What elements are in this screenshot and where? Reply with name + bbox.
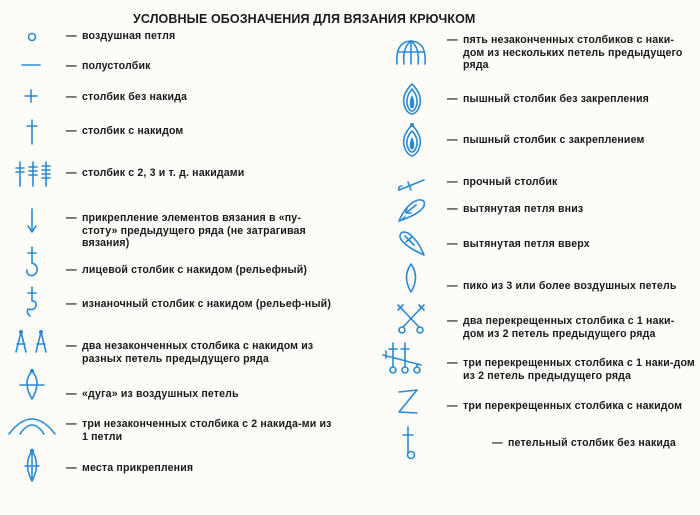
legend-item-front-post: — лицевой столбик с накидом (рельефный) — [66, 264, 356, 277]
legend-item-five-unfinished: — пять незаконченных столбиков с наки-дом из нескольких петель предыдущего ряда — [447, 34, 695, 72]
legend-label: петельный столбик без накида — [508, 437, 676, 449]
loop-stitch-icon — [400, 425, 418, 461]
five-unfinished-stitches-icon — [394, 38, 428, 66]
legend-item-two-unfinished: — два незаконченных столбика с накидом из разных петель предыдущего ряда — [66, 340, 331, 365]
legend-label: столбик без накида — [82, 91, 188, 103]
legend-item-puff-secured: — пышный столбик с закреплением — [447, 134, 695, 147]
legend-label: вытянутая петля вниз — [463, 203, 584, 215]
strong-stitch-icon — [396, 176, 426, 194]
legend-item-attach-to-space: — прикрепление элементов вязания в «пу-стоту» предыдущего ряда (не затрагивая вязания) — [66, 212, 331, 250]
legend-label: изнаночный столбик с накидом (рельеф-ный) — [82, 298, 331, 310]
slip-stitch-dash-icon — [18, 60, 44, 70]
arch-chain-icon — [16, 368, 48, 402]
legend-item-two-crossed: — два перекрещенных столбика с 1 наки-дом из 2 петель предыдущего ряда — [447, 315, 695, 340]
legend-label: три перекрещенных столбика с накидом — [463, 400, 683, 412]
legend-item-puff-unsecured: — пышный столбик без закрепления — [447, 93, 695, 106]
elongated-loop-up-icon — [396, 228, 428, 258]
legend-label: столбик с 2, 3 и т. д. накидами — [82, 167, 245, 179]
legend-item-z-crossed: — три перекрещенных столбика с накидом — [447, 400, 695, 413]
multi-yarnover-stitches-icon — [14, 160, 54, 188]
legend-item-strong-stitch: — прочный столбик — [447, 176, 695, 189]
attachment-point-icon — [20, 447, 44, 485]
legend-label: два перекрещенных столбика с 1 наки-дом из 2 петель предыдущего ряда — [463, 315, 675, 340]
legend-label: пышный столбик без закрепления — [463, 93, 650, 105]
legend-item-multi-yarnover: — столбик с 2, 3 и т. д. накидами — [66, 167, 346, 180]
legend-label: столбик с накидом — [82, 125, 184, 137]
legend-label: места прикрепления — [82, 462, 194, 474]
legend-label: пышный столбик с закреплением — [463, 134, 645, 146]
chain-stitch-circle-icon — [24, 30, 40, 44]
three-crossed-stitches-icon — [381, 341, 427, 375]
double-arc-icon — [6, 410, 58, 436]
legend-label: воздушная петля — [82, 30, 176, 42]
z-crossed-stitch-icon — [394, 388, 422, 416]
legend-item-loop-stitch: — петельный столбик без накида — [492, 437, 697, 450]
down-arrow-icon — [24, 207, 40, 235]
picot-icon — [402, 262, 420, 294]
legend-label: вытянутая петля вверх — [463, 238, 590, 250]
legend-item-loop-up: — вытянутая петля вверх — [447, 238, 695, 251]
puff-stitch-unsecured-icon — [400, 82, 424, 116]
legend-label: два незаконченных столбика с накидом из разных петель предыдущего ряда — [82, 340, 314, 365]
front-post-stitch-icon — [22, 245, 42, 279]
legend-label: полустолбик — [82, 60, 151, 72]
single-crochet-plus-icon — [23, 88, 39, 104]
legend-item-three-crossed: — три перекрещенных столбика с 1 наки-дом из 2 петель предыдущего ряда — [447, 357, 695, 382]
legend-item-three-unfinished: — три незаконченных столбика с 2 накида-ми из 1 петли — [66, 418, 334, 443]
two-crossed-stitches-icon — [396, 303, 426, 335]
legend-item-double-crochet: — столбик с накидом — [66, 125, 346, 138]
two-unfinished-stitches-icon — [12, 328, 52, 356]
legend-item-attachment-points: — места прикрепления — [66, 462, 346, 475]
legend-item-chain-stitch: — воздушная петля — [66, 30, 346, 43]
legend-item-back-post: — изнаночный столбик с накидом (рельеф-ный) — [66, 298, 341, 311]
legend-item-arch: — «дуга» из воздушных петель — [66, 388, 346, 401]
legend-label: три незаконченных столбика с 2 накида-ми из 1 петли — [82, 418, 332, 443]
double-crochet-icon — [24, 118, 40, 146]
page-title: УСЛОВНЫЕ ОБОЗНАЧЕНИЯ ДЛЯ ВЯЗАНИЯ КРЮЧКОМ — [133, 12, 476, 26]
legend-label: прикрепление элементов вязания в «пу-стоту» предыдущего ряда (не затрагивая вязания) — [82, 212, 306, 249]
legend-label: «дуга» из воздушных петель — [82, 388, 239, 400]
legend-label: пять незаконченных столбиков с наки-дом из нескольких петель предыдущего ряда — [463, 34, 683, 71]
legend-item-slip-stitch: — полустолбик — [66, 60, 346, 73]
legend-item-loop-down: — вытянутая петля вниз — [447, 203, 695, 216]
legend-label: пико из 3 или более воздушных петель — [463, 280, 677, 292]
elongated-loop-down-icon — [396, 196, 428, 224]
legend-label: прочный столбик — [463, 176, 558, 188]
puff-stitch-secured-icon — [400, 122, 424, 158]
legend-label: лицевой столбик с накидом (рельефный) — [82, 264, 308, 276]
legend-label: три перекрещенных столбика с 1 наки-дом из 2 петель предыдущего ряда — [463, 357, 695, 382]
back-post-stitch-icon — [22, 285, 42, 319]
legend-item-single-crochet: — столбик без накида — [66, 91, 346, 104]
legend-item-picot: — пико из 3 или более воздушных петель — [447, 280, 695, 293]
